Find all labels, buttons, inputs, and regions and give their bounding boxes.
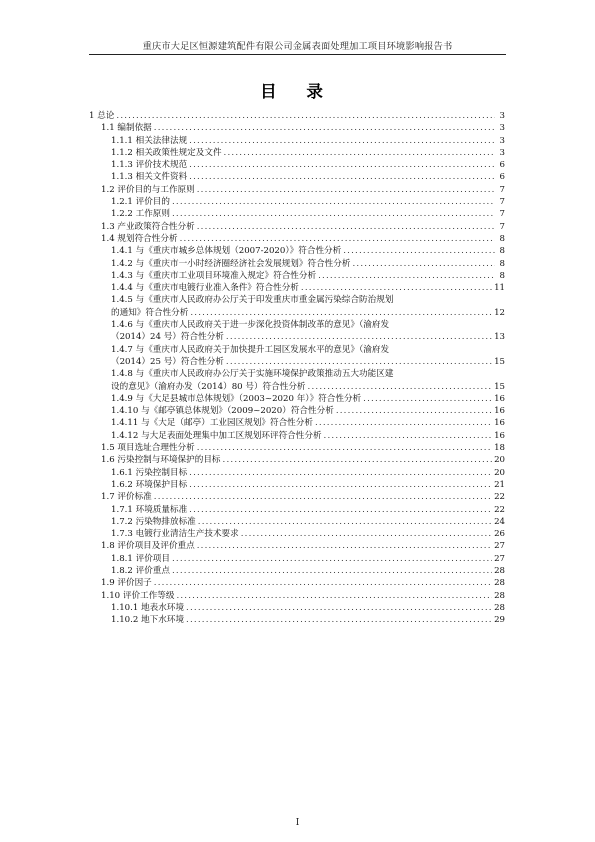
- toc-entry[interactable]: [89, 270, 505, 282]
- toc-entry-page: 7: [499, 221, 505, 232]
- toc-leader-dots: [186, 602, 492, 614]
- toc-entry-page: 8: [499, 233, 505, 244]
- toc-leader-dots: [318, 270, 495, 282]
- toc-entry-page: 7: [499, 209, 505, 220]
- toc-entry-title: 1.1.2 相关政策性规定及文件: [111, 147, 222, 158]
- toc-entry[interactable]: [89, 417, 505, 429]
- toc-entry-page: 3: [499, 111, 505, 121]
- toc-leader-dots: [315, 417, 492, 429]
- toc-entry[interactable]: [89, 368, 505, 380]
- toc-entry-title: 1.4.7 与《重庆市人民政府关于加快提升工园区发展水平的意见》（渝府发: [111, 344, 390, 355]
- toc-entry-title: 1.4.1 与《重庆市城乡总体规划（2007-2020）》符合性分析: [111, 246, 342, 257]
- toc-entry-page: 6: [499, 160, 505, 171]
- toc-entry[interactable]: [89, 516, 505, 528]
- toc-entry[interactable]: [89, 442, 505, 454]
- toc-entry-page: 8: [499, 258, 505, 269]
- toc-leader-dots: [154, 122, 495, 134]
- toc-entry-title: 1.2.2 工作原则: [111, 209, 170, 220]
- toc-entry[interactable]: [89, 344, 505, 356]
- toc-leader-dots: [197, 442, 492, 454]
- toc-entry-page: 16: [494, 430, 505, 441]
- toc-leader-dots: [154, 577, 492, 589]
- toc-entry-title: 1.4.9 与《大足县城市总体规划》（2003~2020 年）》符合性分析: [111, 393, 362, 404]
- toc-entry[interactable]: [89, 491, 505, 503]
- toc-entry[interactable]: [89, 553, 505, 565]
- toc-entry-title: 1.4.2 与《重庆市一小时经济圈经济社会发展规划》符合性分析: [111, 258, 351, 269]
- page-title: 目 录: [260, 82, 335, 101]
- toc-entry-title: 1.6.2 环境保护目标: [111, 479, 188, 490]
- toc-entry-page: 7: [499, 197, 505, 208]
- toc-leader-dots: [198, 516, 492, 528]
- toc-entry[interactable]: [89, 454, 505, 466]
- toc-leader-dots: [241, 528, 492, 540]
- toc-entry[interactable]: [89, 381, 505, 393]
- toc-entry-title: 1.8 评价项目及评价重点: [101, 541, 195, 552]
- toc-entry-title: 1.7.1 环境质量标准: [111, 504, 188, 515]
- toc-entry-page: 18: [494, 443, 505, 454]
- toc-entry-page: 21: [494, 479, 505, 490]
- toc-entry[interactable]: [89, 405, 505, 417]
- toc-entry[interactable]: [89, 504, 505, 516]
- toc-leader-dots: [224, 147, 495, 159]
- toc-entry-page: 6: [499, 172, 505, 183]
- toc-entry-title: 1.1.3 评价技术规范: [111, 160, 188, 171]
- toc-entry-title: 1.4.4 与《重庆市电镀行业准入条件》符合性分析: [111, 283, 299, 294]
- toc-leader-dots: [324, 430, 493, 442]
- toc-entry-page: 8: [499, 270, 505, 281]
- toc-entry[interactable]: [89, 221, 505, 233]
- toc-entry[interactable]: [89, 196, 505, 208]
- toc-leader-dots: [336, 405, 492, 417]
- toc-entry-page: 27: [494, 553, 505, 564]
- running-header: 重庆市大足区恒源建筑配件有限公司金属表面处理加工项目环境影响报告书: [142, 41, 453, 52]
- toc-leader-dots: [352, 258, 495, 270]
- toc-entry[interactable]: [89, 184, 505, 196]
- toc-leader-dots: [308, 381, 493, 393]
- toc-entry[interactable]: [89, 147, 505, 159]
- toc-leader-dots: [116, 110, 495, 122]
- toc-entry-title: 1.4.3 与《重庆市工业项目环境准入规定》符合性分析: [111, 270, 317, 281]
- toc-entry-title: （2014）25 号）符合性分析: [111, 356, 224, 367]
- toc-entry[interactable]: [89, 602, 505, 614]
- toc-entry[interactable]: [89, 479, 505, 491]
- toc-entry[interactable]: [89, 356, 505, 368]
- toc-leader-dots: [363, 393, 492, 405]
- toc-entry-page: 16: [494, 406, 505, 417]
- toc-entry[interactable]: [89, 590, 505, 602]
- toc-entry-page: 3: [499, 147, 505, 158]
- toc-entry-page: 16: [494, 418, 505, 429]
- toc-entry-title: 1.4.8 与《重庆市人民政府办公厅关于实施环境保护政策推动五大功能区建: [111, 369, 394, 380]
- toc-entry-title: 1.3 产业政策符合性分析: [101, 221, 195, 232]
- toc-leader-dots: [172, 208, 495, 220]
- toc-entry-title: 1.1.1 相关法律法规: [111, 135, 188, 146]
- toc-entry[interactable]: [89, 135, 505, 147]
- toc-entry-title: 1 总论: [89, 111, 115, 121]
- toc-entry[interactable]: [89, 171, 505, 183]
- toc-entry-title: 1.1 编制依据: [101, 123, 152, 134]
- toc-entry-title: 1.7 评价标准: [101, 492, 152, 503]
- toc-entry-title: 1.1.3 相关文件资料: [111, 172, 188, 183]
- toc-entry-title: 1.10.1 地表水环境: [111, 602, 185, 613]
- toc-entry-page: 22: [494, 492, 505, 503]
- toc-entry-page: 28: [494, 578, 505, 589]
- toc-entry[interactable]: [89, 294, 505, 306]
- toc-leader-dots: [176, 590, 492, 602]
- toc-leader-dots: [223, 454, 493, 466]
- toc-entry-page: 12: [494, 307, 505, 318]
- toc-entry-title: 1.2 评价目的与工作原则: [101, 184, 195, 195]
- toc-entry-page: 20: [494, 467, 505, 478]
- toc-entry[interactable]: [89, 614, 505, 626]
- toc-entry-title: 1.8.1 评价项目: [111, 553, 170, 564]
- toc-entry-page: 28: [494, 602, 505, 613]
- toc-entry-page: 16: [494, 393, 505, 404]
- toc-entry[interactable]: [89, 122, 505, 134]
- toc-entry-page: 11: [494, 283, 505, 294]
- toc-entry-page: 7: [499, 184, 505, 195]
- toc-entry-page: 22: [494, 504, 505, 515]
- toc-leader-dots: [226, 331, 492, 343]
- toc-entry-title: 1.5 项目选址合理性分析: [101, 443, 195, 454]
- toc-leader-dots: [343, 245, 495, 257]
- toc-entry-page: 26: [494, 529, 505, 540]
- toc-entry-page: 13: [494, 332, 505, 343]
- toc-entry[interactable]: [89, 110, 505, 122]
- toc-leader-dots: [189, 171, 495, 183]
- toc-entry[interactable]: [89, 208, 505, 220]
- toc-leader-dots: [226, 356, 492, 368]
- toc-entry[interactable]: [89, 577, 505, 589]
- toc-leader-dots: [154, 491, 492, 503]
- toc-entry-title: 1.7.3 电镀行业清洁生产技术要求: [111, 529, 239, 540]
- toc-entry[interactable]: [89, 540, 505, 552]
- toc-leader-dots: [172, 565, 492, 577]
- toc-entry-title: 1.2.1 评价目的: [111, 197, 170, 208]
- toc-leader-dots: [301, 282, 492, 294]
- toc-leader-dots: [197, 540, 492, 552]
- toc-leader-dots: [186, 614, 492, 626]
- toc-leader-dots: [190, 307, 492, 319]
- toc-entry-page: 29: [494, 615, 505, 626]
- toc-entry-title: 1.6 污染控制与环境保护的目标: [101, 455, 221, 466]
- toc-entry[interactable]: [89, 467, 505, 479]
- toc-entry[interactable]: [89, 233, 505, 245]
- toc-entry-page: 28: [494, 590, 505, 601]
- toc-entry[interactable]: [89, 430, 505, 442]
- toc-leader-dots: [189, 135, 495, 147]
- toc-entry-title: 1.7.2 污染物排放标准: [111, 516, 196, 527]
- toc-entry-title: 1.4.11 与《大足（邮亭）工业园区规划》符合性分析: [111, 418, 313, 429]
- toc-entry-title: 1.10.2 地下水环境: [111, 615, 185, 626]
- toc-entry-title: 1.4.5 与《重庆市人民政府办公厅关于印发重庆市重金属污染综合防治规划: [111, 295, 394, 306]
- toc-entry[interactable]: [89, 528, 505, 540]
- toc-entry[interactable]: [89, 331, 505, 343]
- toc-entry-title: 1.8.2 评价重点: [111, 565, 170, 576]
- table-of-contents: [89, 110, 505, 626]
- toc-leader-dots: [189, 504, 492, 516]
- toc-entry-title: 1.6.1 污染控制目标: [111, 467, 188, 478]
- toc-entry-title: 1.4.6 与《重庆市人民政府关于进一步深化投资体制改革的意见》（渝府发: [111, 320, 390, 331]
- toc-entry-title: 1.4.10 与《邮亭镇总体规划》（2009~2020）符合性分析: [111, 406, 334, 417]
- toc-entry-page: 3: [499, 135, 505, 146]
- toc-entry-title: （2014）24 号）符合性分析: [111, 332, 224, 343]
- toc-entry-page: 15: [494, 356, 505, 367]
- header-divider: [89, 54, 506, 55]
- toc-entry[interactable]: [89, 319, 505, 331]
- toc-entry-page: 3: [499, 123, 505, 134]
- toc-entry[interactable]: [89, 307, 505, 319]
- toc-entry[interactable]: [89, 282, 505, 294]
- toc-leader-dots: [189, 159, 495, 171]
- toc-entry-title: 1.10 评价工作等级: [101, 590, 175, 601]
- toc-entry[interactable]: [89, 258, 505, 270]
- toc-leader-dots: [197, 184, 495, 196]
- toc-leader-dots: [197, 221, 495, 233]
- toc-entry-title: 的通知》符合性分析: [111, 307, 189, 318]
- toc-entry[interactable]: [89, 245, 505, 257]
- toc-leader-dots: [172, 553, 492, 565]
- toc-entry[interactable]: [89, 159, 505, 171]
- toc-entry-page: 27: [494, 541, 505, 552]
- toc-leader-dots: [189, 467, 492, 479]
- toc-entry-page: 8: [499, 246, 505, 257]
- toc-entry-page: 24: [494, 516, 505, 527]
- toc-leader-dots: [189, 479, 492, 491]
- toc-entry-title: 1.4.12 与大足表面处理集中加工区规划环评符合性分析: [111, 430, 322, 441]
- toc-entry-page: 15: [494, 381, 505, 392]
- toc-entry-page: 28: [494, 565, 505, 576]
- toc-entry[interactable]: [89, 393, 505, 405]
- toc-entry-title: 设的意见》（渝府办发（2014）80 号）符合性分析: [111, 381, 306, 392]
- toc-leader-dots: [172, 196, 495, 208]
- toc-entry[interactable]: [89, 565, 505, 577]
- toc-leader-dots: [180, 233, 495, 245]
- toc-entry-page: 20: [494, 455, 505, 466]
- toc-entry-title: 1.4 规划符合性分析: [101, 233, 178, 244]
- page-number: I: [295, 818, 300, 828]
- toc-entry-title: 1.9 评价因子: [101, 578, 152, 589]
